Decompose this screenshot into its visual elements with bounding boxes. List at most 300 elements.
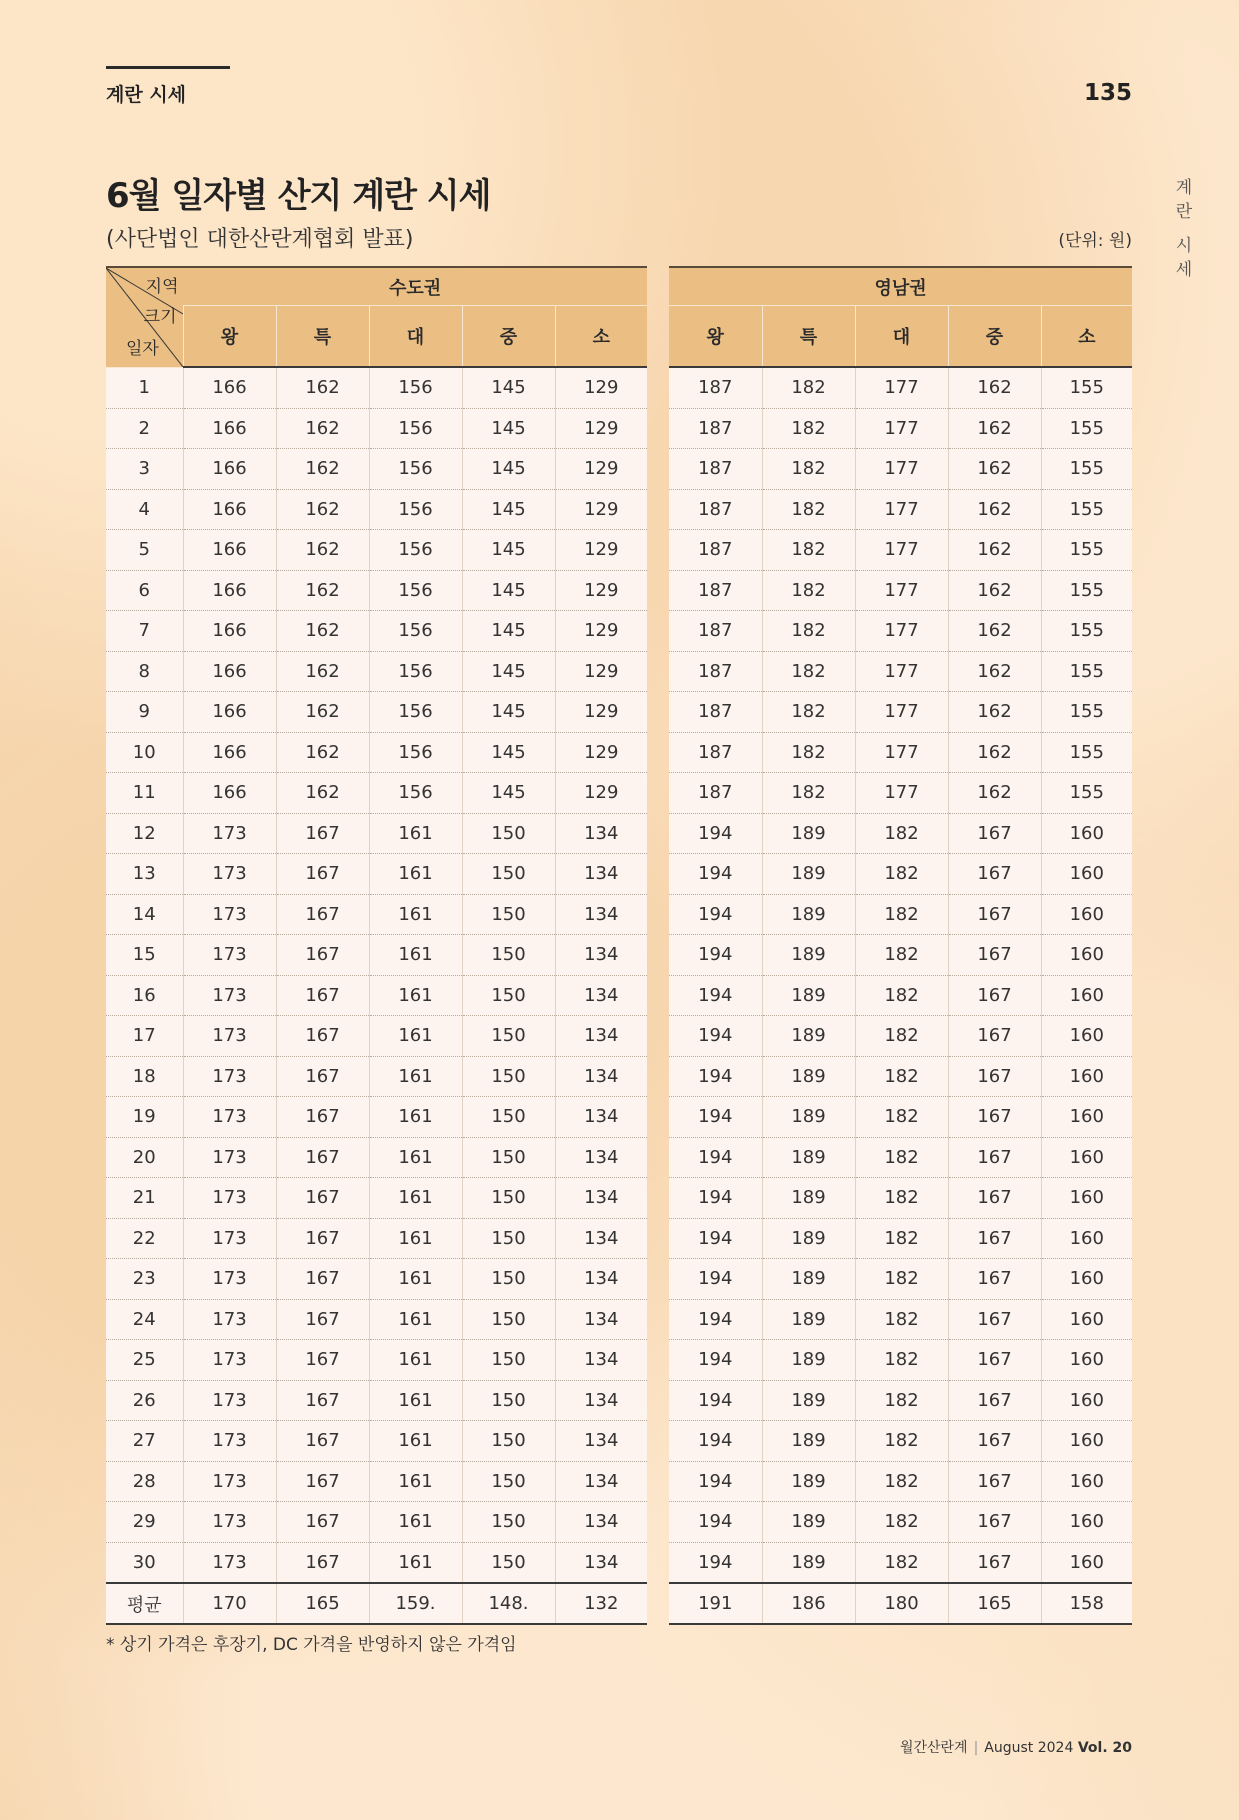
table-row [669,489,1132,530]
price-cell: 189 [762,1461,855,1502]
price-cell: 129 [555,367,647,408]
price-cell: 161 [369,1461,462,1502]
table-row [669,1218,1132,1259]
price-cell: 162 [948,570,1041,611]
price-cell: 182 [855,1380,948,1421]
price-cell: 167 [948,1016,1041,1057]
price-cell: 162 [276,570,369,611]
average-cell: 170 [183,1583,276,1624]
price-cell: 129 [555,732,647,773]
price-cell: 167 [276,1097,369,1138]
table-row [106,894,647,935]
size-header: 소 [555,306,647,368]
price-cell: 161 [369,1137,462,1178]
price-cell: 134 [555,1056,647,1097]
price-cell: 166 [183,489,276,530]
price-cell: 189 [762,1421,855,1462]
price-cell: 194 [669,1502,762,1543]
footnote: * 상기 가격은 후장기, DC 가격을 반영하지 않은 가격임 [106,1635,517,1655]
price-cell: 177 [855,692,948,733]
price-cell: 145 [462,449,555,490]
table-row [106,1218,647,1259]
price-cell: 173 [183,813,276,854]
price-cell: 189 [762,1178,855,1219]
price-cell: 156 [369,570,462,611]
yeongnam-rows [669,367,1132,1583]
price-cell: 155 [1041,449,1132,490]
price-cell: 167 [948,975,1041,1016]
size-header: 특 [276,306,369,368]
price-cell: 129 [555,489,647,530]
price-cell: 173 [183,1137,276,1178]
day-cell: 25 [106,1340,183,1381]
table-row [669,1542,1132,1583]
size-header: 특 [762,306,855,368]
price-cell: 167 [276,1259,369,1300]
day-cell: 12 [106,813,183,854]
price-cell: 134 [555,975,647,1016]
side-title-char: 란 [1175,202,1193,222]
price-cell: 194 [669,1178,762,1219]
price-cell: 156 [369,651,462,692]
average-cell: 158 [1041,1583,1132,1624]
price-cell: 167 [948,813,1041,854]
price-cell: 182 [855,1461,948,1502]
price-cell: 167 [948,1218,1041,1259]
price-cell: 161 [369,1097,462,1138]
day-cell: 23 [106,1259,183,1300]
corner-header [106,267,183,367]
price-cell: 160 [1041,1502,1132,1543]
price-cell: 182 [762,611,855,652]
price-cell: 145 [462,651,555,692]
price-cell: 189 [762,1502,855,1543]
price-cell: 187 [669,530,762,571]
table-row [669,1016,1132,1057]
day-cell: 10 [106,732,183,773]
table-row [669,813,1132,854]
corner-region-label: 지역 [145,277,179,297]
price-cell: 162 [276,651,369,692]
price-cell: 150 [462,813,555,854]
price-cell: 134 [555,1461,647,1502]
price-cell: 155 [1041,408,1132,449]
price-cell: 134 [555,854,647,895]
price-cell: 145 [462,773,555,814]
table-row [669,367,1132,408]
table-row [669,1421,1132,1462]
size-header: 중 [462,306,555,368]
price-cell: 129 [555,611,647,652]
price-cell: 162 [948,611,1041,652]
price-cell: 134 [555,894,647,935]
price-cell: 160 [1041,1218,1132,1259]
table-row [669,1340,1132,1381]
header-rule [106,66,230,69]
price-cell: 182 [762,489,855,530]
average-cell: 191 [669,1583,762,1624]
price-cell: 134 [555,1259,647,1300]
price-cell: 187 [669,570,762,611]
table-row [669,1461,1132,1502]
day-cell: 30 [106,1542,183,1583]
price-cell: 167 [948,1097,1041,1138]
price-cell: 167 [948,1178,1041,1219]
table-row [106,975,647,1016]
price-cell: 145 [462,530,555,571]
average-cell: 180 [855,1583,948,1624]
price-cell: 173 [183,1502,276,1543]
price-cell: 161 [369,1299,462,1340]
price-cell: 182 [762,773,855,814]
price-cell: 160 [1041,1542,1132,1583]
page-number: 135 [1083,80,1132,106]
price-cell: 194 [669,1421,762,1462]
price-cell: 173 [183,894,276,935]
price-cell: 182 [855,1421,948,1462]
price-cell: 134 [555,813,647,854]
average-row [106,1583,647,1624]
price-cell: 156 [369,449,462,490]
price-cell: 134 [555,1016,647,1057]
day-cell: 20 [106,1137,183,1178]
price-cell: 167 [948,1299,1041,1340]
price-cell: 155 [1041,732,1132,773]
price-cell: 177 [855,773,948,814]
price-cell: 161 [369,1016,462,1057]
price-cell: 182 [762,692,855,733]
price-cell: 129 [555,408,647,449]
yeongnam-price-table [669,266,1132,1625]
price-cell: 182 [855,1218,948,1259]
price-cell: 187 [669,408,762,449]
table-row [669,611,1132,652]
price-cell: 162 [948,367,1041,408]
price-cell: 189 [762,1218,855,1259]
table-row [106,1380,647,1421]
table-row [669,854,1132,895]
price-cell: 129 [555,692,647,733]
price-cell: 187 [669,449,762,490]
price-cell: 187 [669,489,762,530]
price-cell: 173 [183,1178,276,1219]
price-cell: 150 [462,1299,555,1340]
day-cell: 21 [106,1178,183,1219]
price-cell: 194 [669,1461,762,1502]
price-cell: 177 [855,611,948,652]
price-cell: 150 [462,1137,555,1178]
price-cell: 167 [276,1178,369,1219]
average-label: 평균 [106,1583,183,1624]
table-row [106,530,647,571]
price-cell: 187 [669,651,762,692]
price-cell: 160 [1041,975,1132,1016]
price-cell: 150 [462,854,555,895]
price-cell: 182 [762,449,855,490]
price-cell: 160 [1041,1137,1132,1178]
price-cell: 177 [855,367,948,408]
price-cell: 189 [762,854,855,895]
table-row [106,1502,647,1543]
price-cell: 161 [369,1502,462,1543]
price-cell: 182 [762,651,855,692]
price-cell: 182 [855,1016,948,1057]
price-cell: 173 [183,1299,276,1340]
price-cell: 173 [183,1340,276,1381]
price-cell: 134 [555,1380,647,1421]
price-cell: 166 [183,611,276,652]
day-cell: 3 [106,449,183,490]
price-cell: 134 [555,1097,647,1138]
table-row [669,1259,1132,1300]
size-header-row [669,306,1132,368]
side-title-char: 시 [1175,236,1193,256]
price-cell: 194 [669,1016,762,1057]
price-cell: 162 [948,732,1041,773]
price-cell: 194 [669,1542,762,1583]
price-cell: 167 [948,1137,1041,1178]
price-cell: 167 [948,894,1041,935]
price-cell: 189 [762,1259,855,1300]
price-cell: 162 [276,732,369,773]
price-cell: 162 [948,692,1041,733]
price-cell: 155 [1041,489,1132,530]
price-cell: 194 [669,894,762,935]
table-row [106,1299,647,1340]
price-cell: 145 [462,408,555,449]
price-cell: 167 [276,1016,369,1057]
price-cell: 194 [669,1340,762,1381]
price-cell: 156 [369,367,462,408]
price-cell: 189 [762,1340,855,1381]
price-cell: 167 [276,935,369,976]
price-cell: 189 [762,813,855,854]
price-cell: 167 [948,854,1041,895]
price-cell: 167 [276,1502,369,1543]
price-cell: 189 [762,1380,855,1421]
table-row [106,854,647,895]
price-cell: 166 [183,408,276,449]
price-cell: 155 [1041,692,1132,733]
day-cell: 17 [106,1016,183,1057]
day-cell: 29 [106,1502,183,1543]
price-cell: 150 [462,1259,555,1300]
price-cell: 162 [948,530,1041,571]
table-row [669,449,1132,490]
price-cell: 189 [762,1299,855,1340]
price-cell: 156 [369,773,462,814]
side-title-char: 세 [1175,260,1193,280]
table-row [669,1137,1132,1178]
table-row [106,1461,647,1502]
section-label: 계란 시세 [106,84,187,106]
price-cell: 145 [462,570,555,611]
table-row [106,1016,647,1057]
price-cell: 194 [669,854,762,895]
table-row [106,408,647,449]
price-cell: 162 [276,611,369,652]
table-row [669,1502,1132,1543]
volume-number: Vol. 20 [1077,1740,1132,1756]
price-cell: 150 [462,975,555,1016]
price-cell: 160 [1041,894,1132,935]
table-row [106,611,647,652]
price-cell: 150 [462,1097,555,1138]
price-cell: 155 [1041,530,1132,571]
price-cell: 167 [948,1340,1041,1381]
table-row [669,570,1132,611]
price-cell: 145 [462,489,555,530]
price-cell: 150 [462,894,555,935]
price-cell: 161 [369,1380,462,1421]
unit-label: (단위: 원) [1058,231,1132,251]
price-cell: 182 [855,1340,948,1381]
day-cell: 28 [106,1461,183,1502]
table-row [669,651,1132,692]
price-cell: 182 [855,1097,948,1138]
price-cell: 150 [462,1056,555,1097]
day-cell: 8 [106,651,183,692]
day-cell: 7 [106,611,183,652]
price-cell: 155 [1041,367,1132,408]
price-cell: 182 [855,1502,948,1543]
price-cell: 134 [555,1542,647,1583]
price-cell: 161 [369,1178,462,1219]
price-cell: 129 [555,530,647,571]
price-cell: 156 [369,732,462,773]
price-cell: 166 [183,732,276,773]
price-cell: 167 [948,1380,1041,1421]
average-cell: 159. [369,1583,462,1624]
table-row [106,1340,647,1381]
table-row [106,449,647,490]
table-row [106,1421,647,1462]
day-cell: 6 [106,570,183,611]
price-cell: 160 [1041,1016,1132,1057]
price-cell: 177 [855,489,948,530]
price-cell: 167 [276,1056,369,1097]
table-row [669,935,1132,976]
price-cell: 134 [555,1421,647,1462]
price-cell: 177 [855,570,948,611]
price-cell: 166 [183,367,276,408]
day-cell: 2 [106,408,183,449]
price-cell: 161 [369,1218,462,1259]
price-cell: 150 [462,935,555,976]
table-row [106,489,647,530]
price-cell: 156 [369,692,462,733]
price-cell: 189 [762,1137,855,1178]
day-cell: 5 [106,530,183,571]
issue-date: August 2024 [984,1740,1074,1756]
price-cell: 167 [948,1056,1041,1097]
price-cell: 150 [462,1542,555,1583]
price-cell: 194 [669,935,762,976]
price-cell: 187 [669,367,762,408]
price-cell: 150 [462,1178,555,1219]
price-cell: 173 [183,975,276,1016]
size-header: 대 [369,306,462,368]
price-cell: 167 [948,1461,1041,1502]
price-cell: 166 [183,570,276,611]
price-cell: 155 [1041,651,1132,692]
day-cell: 9 [106,692,183,733]
price-cell: 162 [948,651,1041,692]
price-cell: 162 [276,773,369,814]
price-cell: 161 [369,935,462,976]
price-cell: 162 [276,692,369,733]
price-cell: 173 [183,1056,276,1097]
price-cell: 194 [669,975,762,1016]
price-cell: 150 [462,1421,555,1462]
average-cell: 148. [462,1583,555,1624]
price-cell: 182 [855,975,948,1016]
price-cell: 166 [183,773,276,814]
price-cell: 134 [555,1340,647,1381]
price-cell: 162 [276,367,369,408]
price-cell: 167 [948,1502,1041,1543]
average-cell: 132 [555,1583,647,1624]
price-cell: 162 [948,773,1041,814]
price-cell: 134 [555,1218,647,1259]
price-cell: 182 [762,367,855,408]
price-cell: 167 [276,1421,369,1462]
price-cell: 182 [762,408,855,449]
day-cell: 1 [106,367,183,408]
price-cell: 167 [276,1218,369,1259]
price-cell: 194 [669,1218,762,1259]
table-row [106,1259,647,1300]
sudo-rows [106,367,647,1583]
average-cell: 165 [276,1583,369,1624]
day-cell: 15 [106,935,183,976]
size-header: 왕 [669,306,762,368]
average-row [669,1583,1132,1624]
price-cell: 160 [1041,1056,1132,1097]
price-cell: 161 [369,1259,462,1300]
price-cell: 129 [555,773,647,814]
day-cell: 27 [106,1421,183,1462]
price-cell: 145 [462,732,555,773]
table-row [669,1097,1132,1138]
price-cell: 187 [669,773,762,814]
price-cell: 150 [462,1016,555,1057]
price-cell: 161 [369,1340,462,1381]
table-row [106,651,647,692]
price-cell: 155 [1041,570,1132,611]
table-row [669,975,1132,1016]
table-row [106,732,647,773]
page-footer [880,1737,1132,1757]
price-cell: 150 [462,1218,555,1259]
price-cell: 182 [762,570,855,611]
side-title-gap [1174,224,1194,234]
price-cell: 162 [276,408,369,449]
price-cell: 194 [669,813,762,854]
table-row [106,1137,647,1178]
price-cell: 160 [1041,1299,1132,1340]
price-cell: 167 [276,1542,369,1583]
price-cell: 161 [369,1421,462,1462]
price-cell: 173 [183,1259,276,1300]
price-cell: 134 [555,1299,647,1340]
price-cell: 162 [948,489,1041,530]
table-row [669,894,1132,935]
price-cell: 194 [669,1137,762,1178]
price-cell: 189 [762,1542,855,1583]
average-cell: 186 [762,1583,855,1624]
price-cell: 189 [762,935,855,976]
